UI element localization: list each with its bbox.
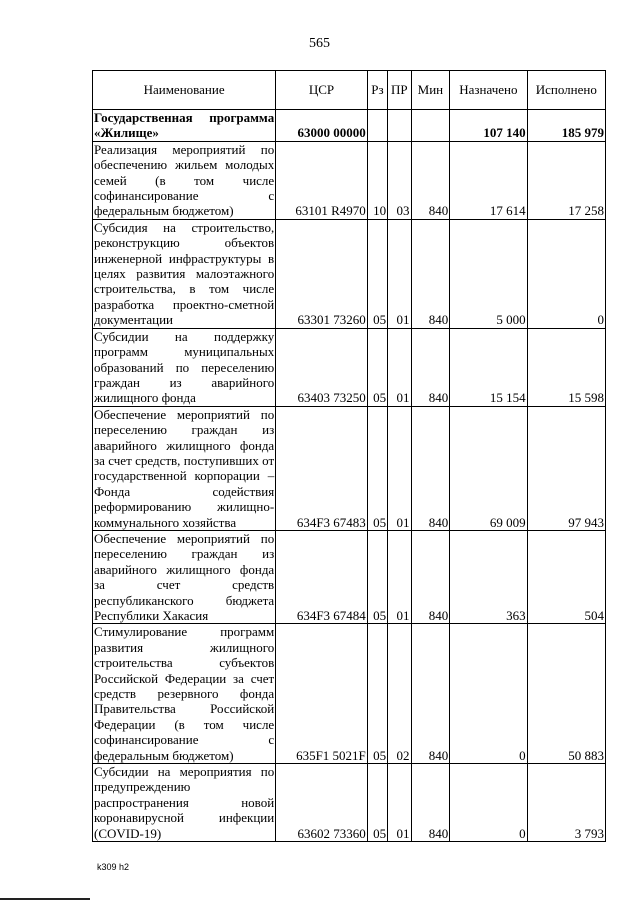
cell-assigned: 69 009 [450,406,527,530]
cell-executed: 50 883 [527,624,605,764]
cell-pr: 01 [388,406,411,530]
cell-min [411,110,450,142]
cell-csr: 634F3 67484 [276,530,368,623]
cell-assigned: 0 [450,624,527,764]
cell-assigned: 107 140 [450,110,527,142]
cell-executed: 0 [527,219,605,328]
cell-csr: 635F1 5021F [276,624,368,764]
cell-csr: 63101 R4970 [276,141,368,219]
cell-min: 840 [411,141,450,219]
cell-name: Реализация мероприятий по обеспечению жильем молодых семей (в том числе софинансирование с федеральным бюджетом) [94,141,275,219]
table-row-program-total [93,110,606,142]
cell-rz: 05 [367,219,387,328]
cell-assigned: 15 154 [450,328,527,406]
cell-name: Государственная программа «Жилище» [94,110,275,141]
cell-rz: 05 [367,406,387,530]
cell-name: Субсидия на строительство, реконструкцию объектов инженерной инфраструктуры в целях развития малоэтажного строительства, в том числе разработка проектно-сметной документации [94,219,275,328]
cell-pr: 03 [388,141,411,219]
cell-csr: 63602 73360 [276,764,368,842]
cell-rz: 10 [367,141,387,219]
header-executed: Исполнено [527,71,605,110]
cell-name: Стимулирование программ развития жилищного строительства субъектов Российской Федерации за счет средств резервного фонда Правительства Российской Федерации (в том числе софинансирование с федеральным бюджетом) [94,624,275,763]
cell-executed: 3 793 [527,764,605,842]
cell-min: 840 [411,530,450,623]
cell-pr: 01 [388,219,411,328]
table-row [93,328,606,406]
cell-executed: 15 598 [527,328,605,406]
cell-min: 840 [411,219,450,328]
footer-doc-code: k309 h2 [97,862,130,872]
cell-csr: 634F3 67483 [276,406,368,530]
cell-assigned: 17 614 [450,141,527,219]
cell-assigned: 5 000 [450,219,527,328]
cell-rz [367,110,387,142]
header-csr: ЦСР [276,71,368,110]
table-row [93,141,606,219]
table-row [93,530,606,623]
header-name: Наименование [93,71,276,110]
cell-name: Субсидии на поддержку программ муниципальных образований по переселению граждан из аварийного жилищного фонда [94,328,275,406]
header-min: Мин [411,71,450,110]
cell-assigned: 363 [450,530,527,623]
cell-min: 840 [411,328,450,406]
cell-rz: 05 [367,624,387,764]
cell-rz: 05 [367,764,387,842]
cell-executed: 504 [527,530,605,623]
cell-csr: 63000 00000 [276,110,368,142]
cell-name: Субсидии на мероприятия по предупреждению распространения новой коронавирусной инфекции (COVID-19) [94,764,275,841]
table-row [93,219,606,328]
bottom-divider [0,898,90,900]
cell-pr: 01 [388,328,411,406]
cell-min: 840 [411,624,450,764]
table-row [93,764,606,842]
table-row [93,406,606,530]
cell-executed: 17 258 [527,141,605,219]
cell-pr [388,110,411,142]
cell-name: Обеспечение мероприятий по переселению граждан из аварийного жилищного фонда за счет средств республиканского бюджета Республики Хакасия [94,530,275,623]
cell-csr: 63403 73250 [276,328,368,406]
cell-min: 840 [411,764,450,842]
header-rz: Рз [367,71,387,110]
cell-pr: 01 [388,530,411,623]
cell-executed: 97 943 [527,406,605,530]
cell-rz: 05 [367,530,387,623]
header-pr: ПР [388,71,411,110]
budget-table [92,70,606,842]
cell-pr: 01 [388,764,411,842]
table-header-row [93,71,606,110]
cell-name: Обеспечение мероприятий по переселению граждан из аварийного жилищного фонда за счет средств, поступивших от государственной корпорации – Фонда содействия реформированию жилищно-коммунального хозяйства [94,406,275,530]
cell-pr: 02 [388,624,411,764]
cell-min: 840 [411,406,450,530]
cell-assigned: 0 [450,764,527,842]
header-assigned: Назначено [450,71,527,110]
page-number: 565 [309,36,330,51]
cell-rz: 05 [367,328,387,406]
cell-executed: 185 979 [527,110,605,142]
cell-csr: 63301 73260 [276,219,368,328]
table-row [93,624,606,764]
